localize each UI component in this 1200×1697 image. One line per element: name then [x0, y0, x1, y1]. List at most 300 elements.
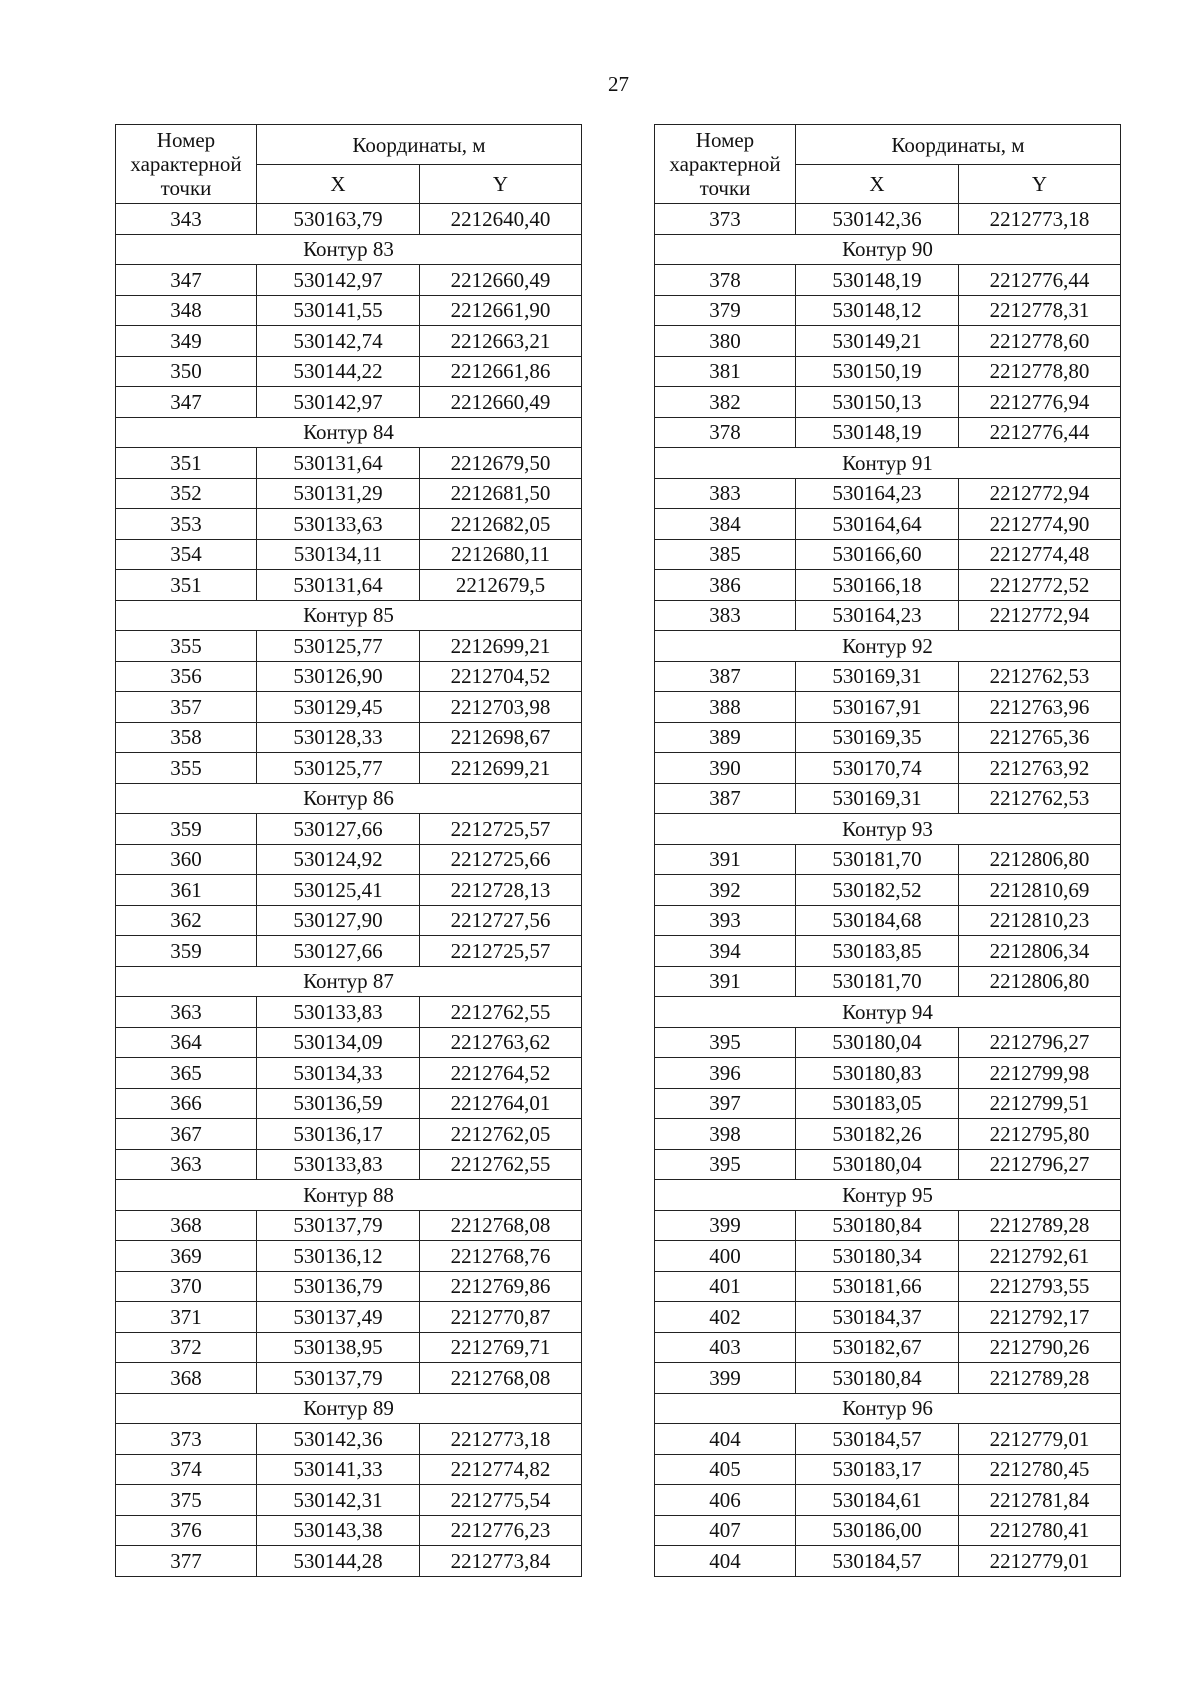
point-number-cell: 360 [116, 844, 257, 875]
x-coordinate-cell: 530167,91 [796, 692, 959, 723]
y-coordinate-cell: 2212772,52 [959, 570, 1121, 601]
x-coordinate-cell: 530137,79 [257, 1363, 420, 1394]
point-number-cell: 352 [116, 478, 257, 509]
y-coordinate-cell: 2212779,01 [959, 1424, 1121, 1455]
x-coordinate-cell: 530164,23 [796, 600, 959, 631]
x-coordinate-cell: 530163,79 [257, 204, 420, 235]
point-number-cell: 370 [116, 1271, 257, 1302]
y-coordinate-cell: 2212640,40 [420, 204, 582, 235]
point-number-cell: 391 [655, 844, 796, 875]
x-coordinate-cell: 530136,59 [257, 1088, 420, 1119]
y-coordinate-cell: 2212778,60 [959, 326, 1121, 357]
table-row [116, 387, 582, 418]
section-row [655, 1180, 1121, 1211]
contour-label: Контур 91 [655, 448, 1121, 479]
x-coordinate-cell: 530125,77 [257, 631, 420, 662]
point-number-cell: 395 [655, 1027, 796, 1058]
x-coordinate-cell: 530136,79 [257, 1271, 420, 1302]
x-coordinate-cell: 530183,17 [796, 1454, 959, 1485]
contour-label: Контур 84 [116, 417, 582, 448]
x-coordinate-cell: 530180,83 [796, 1058, 959, 1089]
point-number-cell: 377 [116, 1546, 257, 1577]
section-row [116, 1180, 582, 1211]
point-number-cell: 389 [655, 722, 796, 753]
table-row [655, 1515, 1121, 1546]
point-number-cell: 390 [655, 753, 796, 784]
x-coordinate-cell: 530142,97 [257, 387, 420, 418]
x-coordinate-cell: 530134,11 [257, 539, 420, 570]
contour-label: Контур 83 [116, 234, 582, 265]
x-coordinate-cell: 530131,29 [257, 478, 420, 509]
y-coordinate-cell: 2212727,56 [420, 905, 582, 936]
x-coordinate-cell: 530180,84 [796, 1210, 959, 1241]
x-coordinate-cell: 530184,68 [796, 905, 959, 936]
y-coordinate-cell: 2212762,05 [420, 1119, 582, 1150]
x-coordinate-cell: 530127,90 [257, 905, 420, 936]
y-coordinate-cell: 2212779,01 [959, 1546, 1121, 1577]
point-number-cell: 351 [116, 448, 257, 479]
x-coordinate-cell: 530141,55 [257, 295, 420, 326]
y-header: Y [420, 165, 582, 204]
table-row [116, 1332, 582, 1363]
point-number-cell: 367 [116, 1119, 257, 1150]
x-coordinate-cell: 530137,49 [257, 1302, 420, 1333]
y-coordinate-cell: 2212806,80 [959, 844, 1121, 875]
point-number-cell: 375 [116, 1485, 257, 1516]
y-coordinate-cell: 2212776,23 [420, 1515, 582, 1546]
point-number-cell: 365 [116, 1058, 257, 1089]
y-coordinate-cell: 2212725,57 [420, 936, 582, 967]
table-row [655, 1546, 1121, 1577]
table-row [655, 478, 1121, 509]
y-coordinate-cell: 2212775,54 [420, 1485, 582, 1516]
table-row [116, 997, 582, 1028]
y-coordinate-cell: 2212789,28 [959, 1210, 1121, 1241]
point-number-cell: 376 [116, 1515, 257, 1546]
contour-label: Контур 86 [116, 783, 582, 814]
point-number-cell: 397 [655, 1088, 796, 1119]
table-row [116, 1454, 582, 1485]
point-number-cell: 387 [655, 783, 796, 814]
x-coordinate-cell: 530133,83 [257, 1149, 420, 1180]
point-number-cell: 372 [116, 1332, 257, 1363]
table-row [655, 387, 1121, 418]
x-coordinate-cell: 530148,19 [796, 265, 959, 296]
x-coordinate-cell: 530186,00 [796, 1515, 959, 1546]
point-number-cell: 362 [116, 905, 257, 936]
y-coordinate-cell: 2212810,69 [959, 875, 1121, 906]
contour-label: Контур 93 [655, 814, 1121, 845]
point-number-cell: 343 [116, 204, 257, 235]
x-coordinate-cell: 530125,41 [257, 875, 420, 906]
x-coordinate-cell: 530138,95 [257, 1332, 420, 1363]
y-coordinate-cell: 2212765,36 [959, 722, 1121, 753]
contour-label: Контур 96 [655, 1393, 1121, 1424]
section-row [116, 234, 582, 265]
point-number-cell: 394 [655, 936, 796, 967]
table-row [116, 753, 582, 784]
y-coordinate-cell: 2212780,41 [959, 1515, 1121, 1546]
table-row [116, 1424, 582, 1455]
x-coordinate-cell: 530150,13 [796, 387, 959, 418]
table-row [655, 1424, 1121, 1455]
table-row [116, 1271, 582, 1302]
y-coordinate-cell: 2212793,55 [959, 1271, 1121, 1302]
x-coordinate-cell: 530148,19 [796, 417, 959, 448]
table-row [116, 539, 582, 570]
table-row [116, 1485, 582, 1516]
table-row [655, 356, 1121, 387]
y-coordinate-cell: 2212776,94 [959, 387, 1121, 418]
x-header: X [796, 165, 959, 204]
section-row [655, 814, 1121, 845]
x-coordinate-cell: 530182,26 [796, 1119, 959, 1150]
y-coordinate-cell: 2212661,90 [420, 295, 582, 326]
table-row [655, 875, 1121, 906]
y-coordinate-cell: 2212774,82 [420, 1454, 582, 1485]
x-coordinate-cell: 530133,63 [257, 509, 420, 540]
point-number-cell: 373 [116, 1424, 257, 1455]
contour-label: Контур 90 [655, 234, 1121, 265]
y-coordinate-cell: 2212774,48 [959, 539, 1121, 570]
coordinates-header: Координаты, м [796, 125, 1121, 165]
point-number-cell: 383 [655, 600, 796, 631]
table-row [116, 1546, 582, 1577]
x-coordinate-cell: 530133,83 [257, 997, 420, 1028]
x-coordinate-cell: 530166,18 [796, 570, 959, 601]
x-coordinate-cell: 530184,57 [796, 1546, 959, 1577]
x-coordinate-cell: 530126,90 [257, 661, 420, 692]
x-coordinate-cell: 530127,66 [257, 814, 420, 845]
point-number-cell: 384 [655, 509, 796, 540]
table-row [116, 1363, 582, 1394]
section-row [655, 448, 1121, 479]
point-number-cell: 399 [655, 1363, 796, 1394]
y-coordinate-cell: 2212699,21 [420, 753, 582, 784]
x-coordinate-cell: 530184,37 [796, 1302, 959, 1333]
table-row [116, 875, 582, 906]
point-number-cell: 386 [655, 570, 796, 601]
table-row [655, 417, 1121, 448]
point-number-cell: 355 [116, 753, 257, 784]
table-row [655, 753, 1121, 784]
y-coordinate-cell: 2212763,62 [420, 1027, 582, 1058]
point-number-cell: 403 [655, 1332, 796, 1363]
x-coordinate-cell: 530184,57 [796, 1424, 959, 1455]
point-number-cell: 356 [116, 661, 257, 692]
contour-label: Контур 87 [116, 966, 582, 997]
y-coordinate-cell: 2212772,94 [959, 600, 1121, 631]
x-coordinate-cell: 530134,33 [257, 1058, 420, 1089]
contour-label: Контур 85 [116, 600, 582, 631]
point-number-cell: 363 [116, 997, 257, 1028]
point-number-cell: 366 [116, 1088, 257, 1119]
y-coordinate-cell: 2212795,80 [959, 1119, 1121, 1150]
point-number-cell: 348 [116, 295, 257, 326]
table-row [116, 1241, 582, 1272]
y-coordinate-cell: 2212764,01 [420, 1088, 582, 1119]
table-row [655, 783, 1121, 814]
table-row [655, 509, 1121, 540]
y-coordinate-cell: 2212681,50 [420, 478, 582, 509]
x-coordinate-cell: 530148,12 [796, 295, 959, 326]
y-coordinate-cell: 2212769,86 [420, 1271, 582, 1302]
point-number-cell: 374 [116, 1454, 257, 1485]
table-row [116, 1149, 582, 1180]
contour-label: Контур 95 [655, 1180, 1121, 1211]
table-row [655, 1302, 1121, 1333]
x-coordinate-cell: 530129,45 [257, 692, 420, 723]
y-coordinate-cell: 2212780,45 [959, 1454, 1121, 1485]
y-coordinate-cell: 2212660,49 [420, 265, 582, 296]
x-coordinate-cell: 530142,97 [257, 265, 420, 296]
point-number-cell: 363 [116, 1149, 257, 1180]
point-number-cell: 368 [116, 1363, 257, 1394]
table-row [655, 844, 1121, 875]
y-coordinate-cell: 2212806,80 [959, 966, 1121, 997]
table-row [655, 600, 1121, 631]
point-number-cell: 395 [655, 1149, 796, 1180]
x-coordinate-cell: 530169,31 [796, 783, 959, 814]
y-coordinate-cell: 2212773,18 [959, 204, 1121, 235]
point-number-cell: 379 [655, 295, 796, 326]
y-coordinate-cell: 2212776,44 [959, 417, 1121, 448]
contour-label: Контур 94 [655, 997, 1121, 1028]
contour-label: Контур 92 [655, 631, 1121, 662]
y-coordinate-cell: 2212680,11 [420, 539, 582, 570]
contour-label: Контур 88 [116, 1180, 582, 1211]
point-number-cell: 355 [116, 631, 257, 662]
point-number-cell: 350 [116, 356, 257, 387]
y-coordinate-cell: 2212763,96 [959, 692, 1121, 723]
point-number-cell: 381 [655, 356, 796, 387]
y-coordinate-cell: 2212789,28 [959, 1363, 1121, 1394]
point-number-cell: 351 [116, 570, 257, 601]
table-row [655, 1454, 1121, 1485]
x-coordinate-cell: 530144,22 [257, 356, 420, 387]
x-coordinate-cell: 530150,19 [796, 356, 959, 387]
table-row [116, 661, 582, 692]
y-coordinate-cell: 2212661,86 [420, 356, 582, 387]
x-coordinate-cell: 530181,70 [796, 844, 959, 875]
point-number-cell: 388 [655, 692, 796, 723]
table-row [655, 722, 1121, 753]
table-row [655, 966, 1121, 997]
y-coordinate-cell: 2212663,21 [420, 326, 582, 357]
y-coordinate-cell: 2212703,98 [420, 692, 582, 723]
y-coordinate-cell: 2212790,26 [959, 1332, 1121, 1363]
y-coordinate-cell: 2212768,76 [420, 1241, 582, 1272]
table-body [116, 204, 582, 1577]
table-row [655, 1058, 1121, 1089]
table-row [116, 265, 582, 296]
point-number-cell: 391 [655, 966, 796, 997]
table-row [116, 1119, 582, 1150]
table-row [116, 844, 582, 875]
table-row [116, 905, 582, 936]
point-number-cell: 380 [655, 326, 796, 357]
x-coordinate-cell: 530141,33 [257, 1454, 420, 1485]
coordinates-table-right [654, 124, 1121, 1577]
point-number-cell: 382 [655, 387, 796, 418]
x-header: X [257, 165, 420, 204]
y-coordinate-cell: 2212769,71 [420, 1332, 582, 1363]
section-row [655, 234, 1121, 265]
x-coordinate-cell: 530134,09 [257, 1027, 420, 1058]
x-coordinate-cell: 530170,74 [796, 753, 959, 784]
x-coordinate-cell: 530164,23 [796, 478, 959, 509]
x-coordinate-cell: 530125,77 [257, 753, 420, 784]
table-row [116, 722, 582, 753]
y-coordinate-cell: 2212699,21 [420, 631, 582, 662]
y-coordinate-cell: 2212810,23 [959, 905, 1121, 936]
x-coordinate-cell: 530136,12 [257, 1241, 420, 1272]
point-number-cell: 357 [116, 692, 257, 723]
point-number-header: Номер характерной точки [655, 125, 796, 204]
table-row [655, 204, 1121, 235]
y-coordinate-cell: 2212772,94 [959, 478, 1121, 509]
x-coordinate-cell: 530180,34 [796, 1241, 959, 1272]
x-coordinate-cell: 530142,36 [257, 1424, 420, 1455]
x-coordinate-cell: 530166,60 [796, 539, 959, 570]
y-coordinate-cell: 2212768,08 [420, 1363, 582, 1394]
y-coordinate-cell: 2212778,80 [959, 356, 1121, 387]
x-coordinate-cell: 530184,61 [796, 1485, 959, 1516]
x-coordinate-cell: 530180,84 [796, 1363, 959, 1394]
point-number-cell: 347 [116, 265, 257, 296]
y-coordinate-cell: 2212792,17 [959, 1302, 1121, 1333]
x-coordinate-cell: 530164,64 [796, 509, 959, 540]
table-row [116, 692, 582, 723]
point-number-cell: 383 [655, 478, 796, 509]
x-coordinate-cell: 530127,66 [257, 936, 420, 967]
coordinates-header: Координаты, м [257, 125, 582, 165]
table-row [655, 905, 1121, 936]
x-coordinate-cell: 530131,64 [257, 570, 420, 601]
point-number-cell: 400 [655, 1241, 796, 1272]
point-number-cell: 368 [116, 1210, 257, 1241]
y-coordinate-cell: 2212773,18 [420, 1424, 582, 1455]
section-row [116, 783, 582, 814]
y-coordinate-cell: 2212698,67 [420, 722, 582, 753]
section-row [116, 600, 582, 631]
x-coordinate-cell: 530183,85 [796, 936, 959, 967]
x-coordinate-cell: 530180,04 [796, 1149, 959, 1180]
section-row [655, 997, 1121, 1028]
table-row [655, 265, 1121, 296]
point-number-cell: 378 [655, 265, 796, 296]
table-row [116, 509, 582, 540]
point-number-cell: 407 [655, 1515, 796, 1546]
table-row [116, 326, 582, 357]
y-coordinate-cell: 2212725,57 [420, 814, 582, 845]
x-coordinate-cell: 530169,31 [796, 661, 959, 692]
point-number-cell: 359 [116, 814, 257, 845]
table-row [655, 570, 1121, 601]
point-number-cell: 358 [116, 722, 257, 753]
y-coordinate-cell: 2212796,27 [959, 1027, 1121, 1058]
table-row [116, 631, 582, 662]
table-row [116, 1210, 582, 1241]
point-number-cell: 406 [655, 1485, 796, 1516]
y-coordinate-cell: 2212776,44 [959, 265, 1121, 296]
x-coordinate-cell: 530149,21 [796, 326, 959, 357]
y-coordinate-cell: 2212773,84 [420, 1546, 582, 1577]
table-row [116, 1058, 582, 1089]
y-coordinate-cell: 2212682,05 [420, 509, 582, 540]
x-coordinate-cell: 530136,17 [257, 1119, 420, 1150]
table-row [116, 814, 582, 845]
y-coordinate-cell: 2212725,66 [420, 844, 582, 875]
table-row [655, 1241, 1121, 1272]
point-number-cell: 401 [655, 1271, 796, 1302]
table-row [655, 1271, 1121, 1302]
x-coordinate-cell: 530142,31 [257, 1485, 420, 1516]
point-number-cell: 373 [655, 204, 796, 235]
y-coordinate-cell: 2212762,53 [959, 661, 1121, 692]
y-coordinate-cell: 2212792,61 [959, 1241, 1121, 1272]
y-coordinate-cell: 2212660,49 [420, 387, 582, 418]
x-coordinate-cell: 530124,92 [257, 844, 420, 875]
y-coordinate-cell: 2212764,52 [420, 1058, 582, 1089]
table-row [655, 1363, 1121, 1394]
point-number-cell: 364 [116, 1027, 257, 1058]
point-number-cell: 387 [655, 661, 796, 692]
point-number-cell: 369 [116, 1241, 257, 1272]
section-row [116, 417, 582, 448]
y-coordinate-cell: 2212770,87 [420, 1302, 582, 1333]
y-coordinate-cell: 2212796,27 [959, 1149, 1121, 1180]
x-coordinate-cell: 530143,38 [257, 1515, 420, 1546]
table-row [116, 1088, 582, 1119]
section-row [655, 1393, 1121, 1424]
table-row [655, 661, 1121, 692]
section-row [116, 966, 582, 997]
point-number-cell: 393 [655, 905, 796, 936]
table-row [655, 295, 1121, 326]
table-row [116, 570, 582, 601]
point-number-cell: 402 [655, 1302, 796, 1333]
y-header: Y [959, 165, 1121, 204]
y-coordinate-cell: 2212762,53 [959, 783, 1121, 814]
table-row [655, 1088, 1121, 1119]
x-coordinate-cell: 530183,05 [796, 1088, 959, 1119]
point-number-cell: 347 [116, 387, 257, 418]
y-coordinate-cell: 2212679,50 [420, 448, 582, 479]
y-coordinate-cell: 2212704,52 [420, 661, 582, 692]
coordinates-table-left [115, 124, 582, 1577]
point-number-cell: 399 [655, 1210, 796, 1241]
point-number-cell: 392 [655, 875, 796, 906]
y-coordinate-cell: 2212774,90 [959, 509, 1121, 540]
table-row [655, 1210, 1121, 1241]
table-row [116, 204, 582, 235]
table-row [116, 478, 582, 509]
table-row [655, 936, 1121, 967]
y-coordinate-cell: 2212768,08 [420, 1210, 582, 1241]
x-coordinate-cell: 530181,70 [796, 966, 959, 997]
table-row [116, 1515, 582, 1546]
point-number-cell: 398 [655, 1119, 796, 1150]
x-coordinate-cell: 530142,36 [796, 204, 959, 235]
table-row [655, 1485, 1121, 1516]
point-number-cell: 404 [655, 1546, 796, 1577]
point-number-cell: 349 [116, 326, 257, 357]
y-coordinate-cell: 2212679,5 [420, 570, 582, 601]
x-coordinate-cell: 530137,79 [257, 1210, 420, 1241]
contour-label: Контур 89 [116, 1393, 582, 1424]
point-number-cell: 405 [655, 1454, 796, 1485]
